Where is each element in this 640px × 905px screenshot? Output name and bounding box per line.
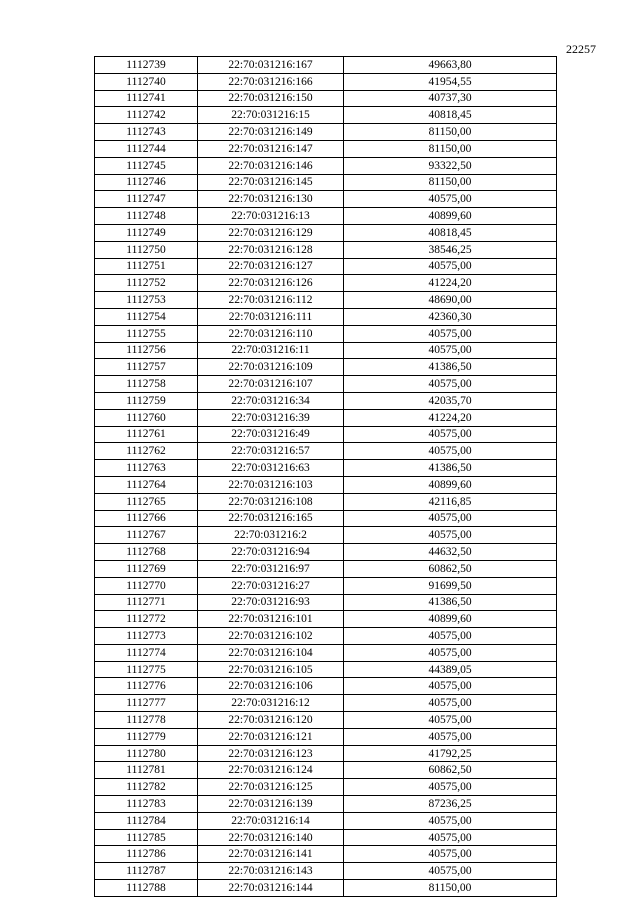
cadastral-value-cell: 49663,80 bbox=[344, 57, 557, 74]
cadastral-value-cell: 40575,00 bbox=[344, 258, 557, 275]
cadastral-value-cell: 48690,00 bbox=[344, 292, 557, 309]
table-row bbox=[95, 712, 557, 729]
table-row bbox=[95, 208, 557, 225]
table-row bbox=[95, 241, 557, 258]
cadastral-number-cell: 22:70:031216:120 bbox=[198, 712, 344, 729]
row-number-cell: 1112769 bbox=[95, 560, 198, 577]
cadastral-number-cell: 22:70:031216:107 bbox=[198, 376, 344, 393]
cadastral-value-cell: 40575,00 bbox=[344, 863, 557, 880]
cadastral-number-cell: 22:70:031216:126 bbox=[198, 275, 344, 292]
cadastral-number-cell: 22:70:031216:15 bbox=[198, 107, 344, 124]
table-row bbox=[95, 392, 557, 409]
cadastral-number-cell: 22:70:031216:49 bbox=[198, 426, 344, 443]
row-number-cell: 1112780 bbox=[95, 745, 198, 762]
cadastral-value-cell: 44632,50 bbox=[344, 544, 557, 561]
table-row bbox=[95, 426, 557, 443]
row-number-cell: 1112759 bbox=[95, 392, 198, 409]
cadastral-value-cell: 42360,30 bbox=[344, 308, 557, 325]
row-number-cell: 1112772 bbox=[95, 611, 198, 628]
table-row bbox=[95, 796, 557, 813]
cadastral-number-cell: 22:70:031216:144 bbox=[198, 880, 344, 897]
cadastral-value-cell: 40575,00 bbox=[344, 712, 557, 729]
table-row bbox=[95, 73, 557, 90]
row-number-cell: 1112785 bbox=[95, 829, 198, 846]
table-row bbox=[95, 661, 557, 678]
row-number-cell: 1112747 bbox=[95, 191, 198, 208]
cadastral-number-cell: 22:70:031216:145 bbox=[198, 174, 344, 191]
table-row bbox=[95, 308, 557, 325]
row-number-cell: 1112775 bbox=[95, 661, 198, 678]
cadastral-number-cell: 22:70:031216:12 bbox=[198, 695, 344, 712]
table-row bbox=[95, 292, 557, 309]
cadastral-number-cell: 22:70:031216:147 bbox=[198, 140, 344, 157]
table-row bbox=[95, 460, 557, 477]
cadastral-value-cell: 40818,45 bbox=[344, 224, 557, 241]
row-number-cell: 1112753 bbox=[95, 292, 198, 309]
table-row bbox=[95, 409, 557, 426]
table-row bbox=[95, 695, 557, 712]
cadastral-number-cell: 22:70:031216:141 bbox=[198, 846, 344, 863]
page-number: 22257 bbox=[566, 42, 596, 56]
row-number-cell: 1112782 bbox=[95, 779, 198, 796]
row-number-cell: 1112779 bbox=[95, 728, 198, 745]
table-body bbox=[95, 57, 557, 897]
row-number-cell: 1112760 bbox=[95, 409, 198, 426]
cadastral-value-cell: 41954,55 bbox=[344, 73, 557, 90]
table-row bbox=[95, 560, 557, 577]
cadastral-value-cell: 60862,50 bbox=[344, 560, 557, 577]
row-number-cell: 1112757 bbox=[95, 359, 198, 376]
table-row bbox=[95, 342, 557, 359]
cadastral-value-cell: 40818,45 bbox=[344, 107, 557, 124]
cadastral-number-cell: 22:70:031216:11 bbox=[198, 342, 344, 359]
cadastral-number-cell: 22:70:031216:93 bbox=[198, 594, 344, 611]
row-number-cell: 1112749 bbox=[95, 224, 198, 241]
cadastral-value-cell: 40899,60 bbox=[344, 208, 557, 225]
cadastral-value-cell: 41792,25 bbox=[344, 745, 557, 762]
row-number-cell: 1112765 bbox=[95, 493, 198, 510]
table-row bbox=[95, 728, 557, 745]
cadastral-value-cell: 40575,00 bbox=[344, 829, 557, 846]
table-row bbox=[95, 174, 557, 191]
table-row bbox=[95, 577, 557, 594]
row-number-cell: 1112762 bbox=[95, 443, 198, 460]
cadastral-value-cell: 40575,00 bbox=[344, 678, 557, 695]
cadastral-value-cell: 41224,20 bbox=[344, 409, 557, 426]
cadastral-number-cell: 22:70:031216:34 bbox=[198, 392, 344, 409]
cadastral-number-cell: 22:70:031216:97 bbox=[198, 560, 344, 577]
cadastral-number-cell: 22:70:031216:128 bbox=[198, 241, 344, 258]
cadastral-number-cell: 22:70:031216:140 bbox=[198, 829, 344, 846]
table-row bbox=[95, 191, 557, 208]
row-number-cell: 1112746 bbox=[95, 174, 198, 191]
table-row bbox=[95, 880, 557, 897]
table-row bbox=[95, 594, 557, 611]
cadastral-value-cell: 40575,00 bbox=[344, 846, 557, 863]
table-row bbox=[95, 376, 557, 393]
table-row bbox=[95, 510, 557, 527]
table-row bbox=[95, 644, 557, 661]
cadastral-number-cell: 22:70:031216:14 bbox=[198, 812, 344, 829]
cadastral-value-cell: 42035,70 bbox=[344, 392, 557, 409]
cadastral-number-cell: 22:70:031216:109 bbox=[198, 359, 344, 376]
row-number-cell: 1112742 bbox=[95, 107, 198, 124]
row-number-cell: 1112774 bbox=[95, 644, 198, 661]
row-number-cell: 1112754 bbox=[95, 308, 198, 325]
row-number-cell: 1112752 bbox=[95, 275, 198, 292]
row-number-cell: 1112777 bbox=[95, 695, 198, 712]
cadastral-number-cell: 22:70:031216:146 bbox=[198, 157, 344, 174]
cadastral-number-cell: 22:70:031216:39 bbox=[198, 409, 344, 426]
row-number-cell: 1112766 bbox=[95, 510, 198, 527]
cadastral-value-cell: 41386,50 bbox=[344, 359, 557, 376]
row-number-cell: 1112770 bbox=[95, 577, 198, 594]
cadastral-value-cell: 40575,00 bbox=[344, 644, 557, 661]
cadastral-value-cell: 40899,60 bbox=[344, 611, 557, 628]
cadastral-value-cell: 40575,00 bbox=[344, 812, 557, 829]
cadastral-number-cell: 22:70:031216:167 bbox=[198, 57, 344, 74]
row-number-cell: 1112768 bbox=[95, 544, 198, 561]
table-row bbox=[95, 157, 557, 174]
cadastral-value-cell: 40575,00 bbox=[344, 191, 557, 208]
table-row bbox=[95, 107, 557, 124]
table-row bbox=[95, 359, 557, 376]
table-row bbox=[95, 678, 557, 695]
cadastral-value-cell: 93322,50 bbox=[344, 157, 557, 174]
table-row bbox=[95, 443, 557, 460]
table-row bbox=[95, 275, 557, 292]
table-row bbox=[95, 57, 557, 74]
row-number-cell: 1112776 bbox=[95, 678, 198, 695]
cadastral-value-cell: 60862,50 bbox=[344, 762, 557, 779]
table-row bbox=[95, 124, 557, 141]
cadastral-value-cell: 91699,50 bbox=[344, 577, 557, 594]
row-number-cell: 1112773 bbox=[95, 628, 198, 645]
cadastral-number-cell: 22:70:031216:111 bbox=[198, 308, 344, 325]
row-number-cell: 1112748 bbox=[95, 208, 198, 225]
table-row bbox=[95, 140, 557, 157]
row-number-cell: 1112739 bbox=[95, 57, 198, 74]
row-number-cell: 1112750 bbox=[95, 241, 198, 258]
cadastral-number-cell: 22:70:031216:110 bbox=[198, 325, 344, 342]
row-number-cell: 1112761 bbox=[95, 426, 198, 443]
row-number-cell: 1112771 bbox=[95, 594, 198, 611]
table-row bbox=[95, 762, 557, 779]
cadastral-number-cell: 22:70:031216:13 bbox=[198, 208, 344, 225]
cadastral-value-cell: 40575,00 bbox=[344, 426, 557, 443]
cadastral-value-cell: 40575,00 bbox=[344, 527, 557, 544]
row-number-cell: 1112743 bbox=[95, 124, 198, 141]
table-row bbox=[95, 628, 557, 645]
cadastral-number-cell: 22:70:031216:2 bbox=[198, 527, 344, 544]
cadastral-value-table bbox=[94, 56, 557, 897]
row-number-cell: 1112740 bbox=[95, 73, 198, 90]
cadastral-number-cell: 22:70:031216:150 bbox=[198, 90, 344, 107]
row-number-cell: 1112758 bbox=[95, 376, 198, 393]
cadastral-value-cell: 42116,85 bbox=[344, 493, 557, 510]
table-row bbox=[95, 476, 557, 493]
cadastral-value-cell: 41386,50 bbox=[344, 460, 557, 477]
table-row bbox=[95, 325, 557, 342]
cadastral-value-cell: 40575,00 bbox=[344, 728, 557, 745]
row-number-cell: 1112745 bbox=[95, 157, 198, 174]
cadastral-value-cell: 41224,20 bbox=[344, 275, 557, 292]
table-row bbox=[95, 90, 557, 107]
table-row bbox=[95, 745, 557, 762]
cadastral-value-cell: 40575,00 bbox=[344, 628, 557, 645]
cadastral-number-cell: 22:70:031216:63 bbox=[198, 460, 344, 477]
row-number-cell: 1112781 bbox=[95, 762, 198, 779]
cadastral-value-cell: 87236,25 bbox=[344, 796, 557, 813]
table-row bbox=[95, 527, 557, 544]
table-row bbox=[95, 779, 557, 796]
table-row bbox=[95, 829, 557, 846]
row-number-cell: 1112756 bbox=[95, 342, 198, 359]
cadastral-number-cell: 22:70:031216:112 bbox=[198, 292, 344, 309]
row-number-cell: 1112787 bbox=[95, 863, 198, 880]
cadastral-number-cell: 22:70:031216:106 bbox=[198, 678, 344, 695]
cadastral-number-cell: 22:70:031216:105 bbox=[198, 661, 344, 678]
cadastral-value-cell: 40575,00 bbox=[344, 376, 557, 393]
row-number-cell: 1112778 bbox=[95, 712, 198, 729]
cadastral-value-cell: 81150,00 bbox=[344, 880, 557, 897]
table-row bbox=[95, 812, 557, 829]
cadastral-number-cell: 22:70:031216:127 bbox=[198, 258, 344, 275]
cadastral-number-cell: 22:70:031216:108 bbox=[198, 493, 344, 510]
cadastral-number-cell: 22:70:031216:123 bbox=[198, 745, 344, 762]
table-row bbox=[95, 224, 557, 241]
cadastral-number-cell: 22:70:031216:103 bbox=[198, 476, 344, 493]
cadastral-value-cell: 40575,00 bbox=[344, 510, 557, 527]
cadastral-number-cell: 22:70:031216:130 bbox=[198, 191, 344, 208]
cadastral-value-cell: 41386,50 bbox=[344, 594, 557, 611]
row-number-cell: 1112767 bbox=[95, 527, 198, 544]
row-number-cell: 1112764 bbox=[95, 476, 198, 493]
cadastral-number-cell: 22:70:031216:121 bbox=[198, 728, 344, 745]
cadastral-value-cell: 40575,00 bbox=[344, 695, 557, 712]
cadastral-number-cell: 22:70:031216:124 bbox=[198, 762, 344, 779]
cadastral-number-cell: 22:70:031216:57 bbox=[198, 443, 344, 460]
cadastral-number-cell: 22:70:031216:102 bbox=[198, 628, 344, 645]
cadastral-number-cell: 22:70:031216:143 bbox=[198, 863, 344, 880]
table-row bbox=[95, 544, 557, 561]
row-number-cell: 1112744 bbox=[95, 140, 198, 157]
cadastral-number-cell: 22:70:031216:129 bbox=[198, 224, 344, 241]
cadastral-value-cell: 40575,00 bbox=[344, 342, 557, 359]
row-number-cell: 1112783 bbox=[95, 796, 198, 813]
cadastral-value-cell: 40575,00 bbox=[344, 443, 557, 460]
cadastral-value-cell: 81150,00 bbox=[344, 124, 557, 141]
cadastral-number-cell: 22:70:031216:139 bbox=[198, 796, 344, 813]
row-number-cell: 1112786 bbox=[95, 846, 198, 863]
cadastral-value-cell: 44389,05 bbox=[344, 661, 557, 678]
cadastral-value-cell: 40575,00 bbox=[344, 779, 557, 796]
row-number-cell: 1112784 bbox=[95, 812, 198, 829]
cadastral-number-cell: 22:70:031216:27 bbox=[198, 577, 344, 594]
cadastral-value-cell: 40899,60 bbox=[344, 476, 557, 493]
cadastral-value-cell: 81150,00 bbox=[344, 174, 557, 191]
cadastral-value-cell: 81150,00 bbox=[344, 140, 557, 157]
cadastral-value-cell: 40737,30 bbox=[344, 90, 557, 107]
table-row bbox=[95, 258, 557, 275]
cadastral-number-cell: 22:70:031216:166 bbox=[198, 73, 344, 90]
cadastral-number-cell: 22:70:031216:125 bbox=[198, 779, 344, 796]
cadastral-number-cell: 22:70:031216:165 bbox=[198, 510, 344, 527]
cadastral-value-cell: 38546,25 bbox=[344, 241, 557, 258]
row-number-cell: 1112763 bbox=[95, 460, 198, 477]
table-row bbox=[95, 493, 557, 510]
cadastral-number-cell: 22:70:031216:104 bbox=[198, 644, 344, 661]
cadastral-number-cell: 22:70:031216:101 bbox=[198, 611, 344, 628]
row-number-cell: 1112741 bbox=[95, 90, 198, 107]
table-row bbox=[95, 863, 557, 880]
row-number-cell: 1112788 bbox=[95, 880, 198, 897]
row-number-cell: 1112751 bbox=[95, 258, 198, 275]
cadastral-value-cell: 40575,00 bbox=[344, 325, 557, 342]
table-row bbox=[95, 846, 557, 863]
row-number-cell: 1112755 bbox=[95, 325, 198, 342]
table-row bbox=[95, 611, 557, 628]
cadastral-number-cell: 22:70:031216:94 bbox=[198, 544, 344, 561]
cadastral-number-cell: 22:70:031216:149 bbox=[198, 124, 344, 141]
